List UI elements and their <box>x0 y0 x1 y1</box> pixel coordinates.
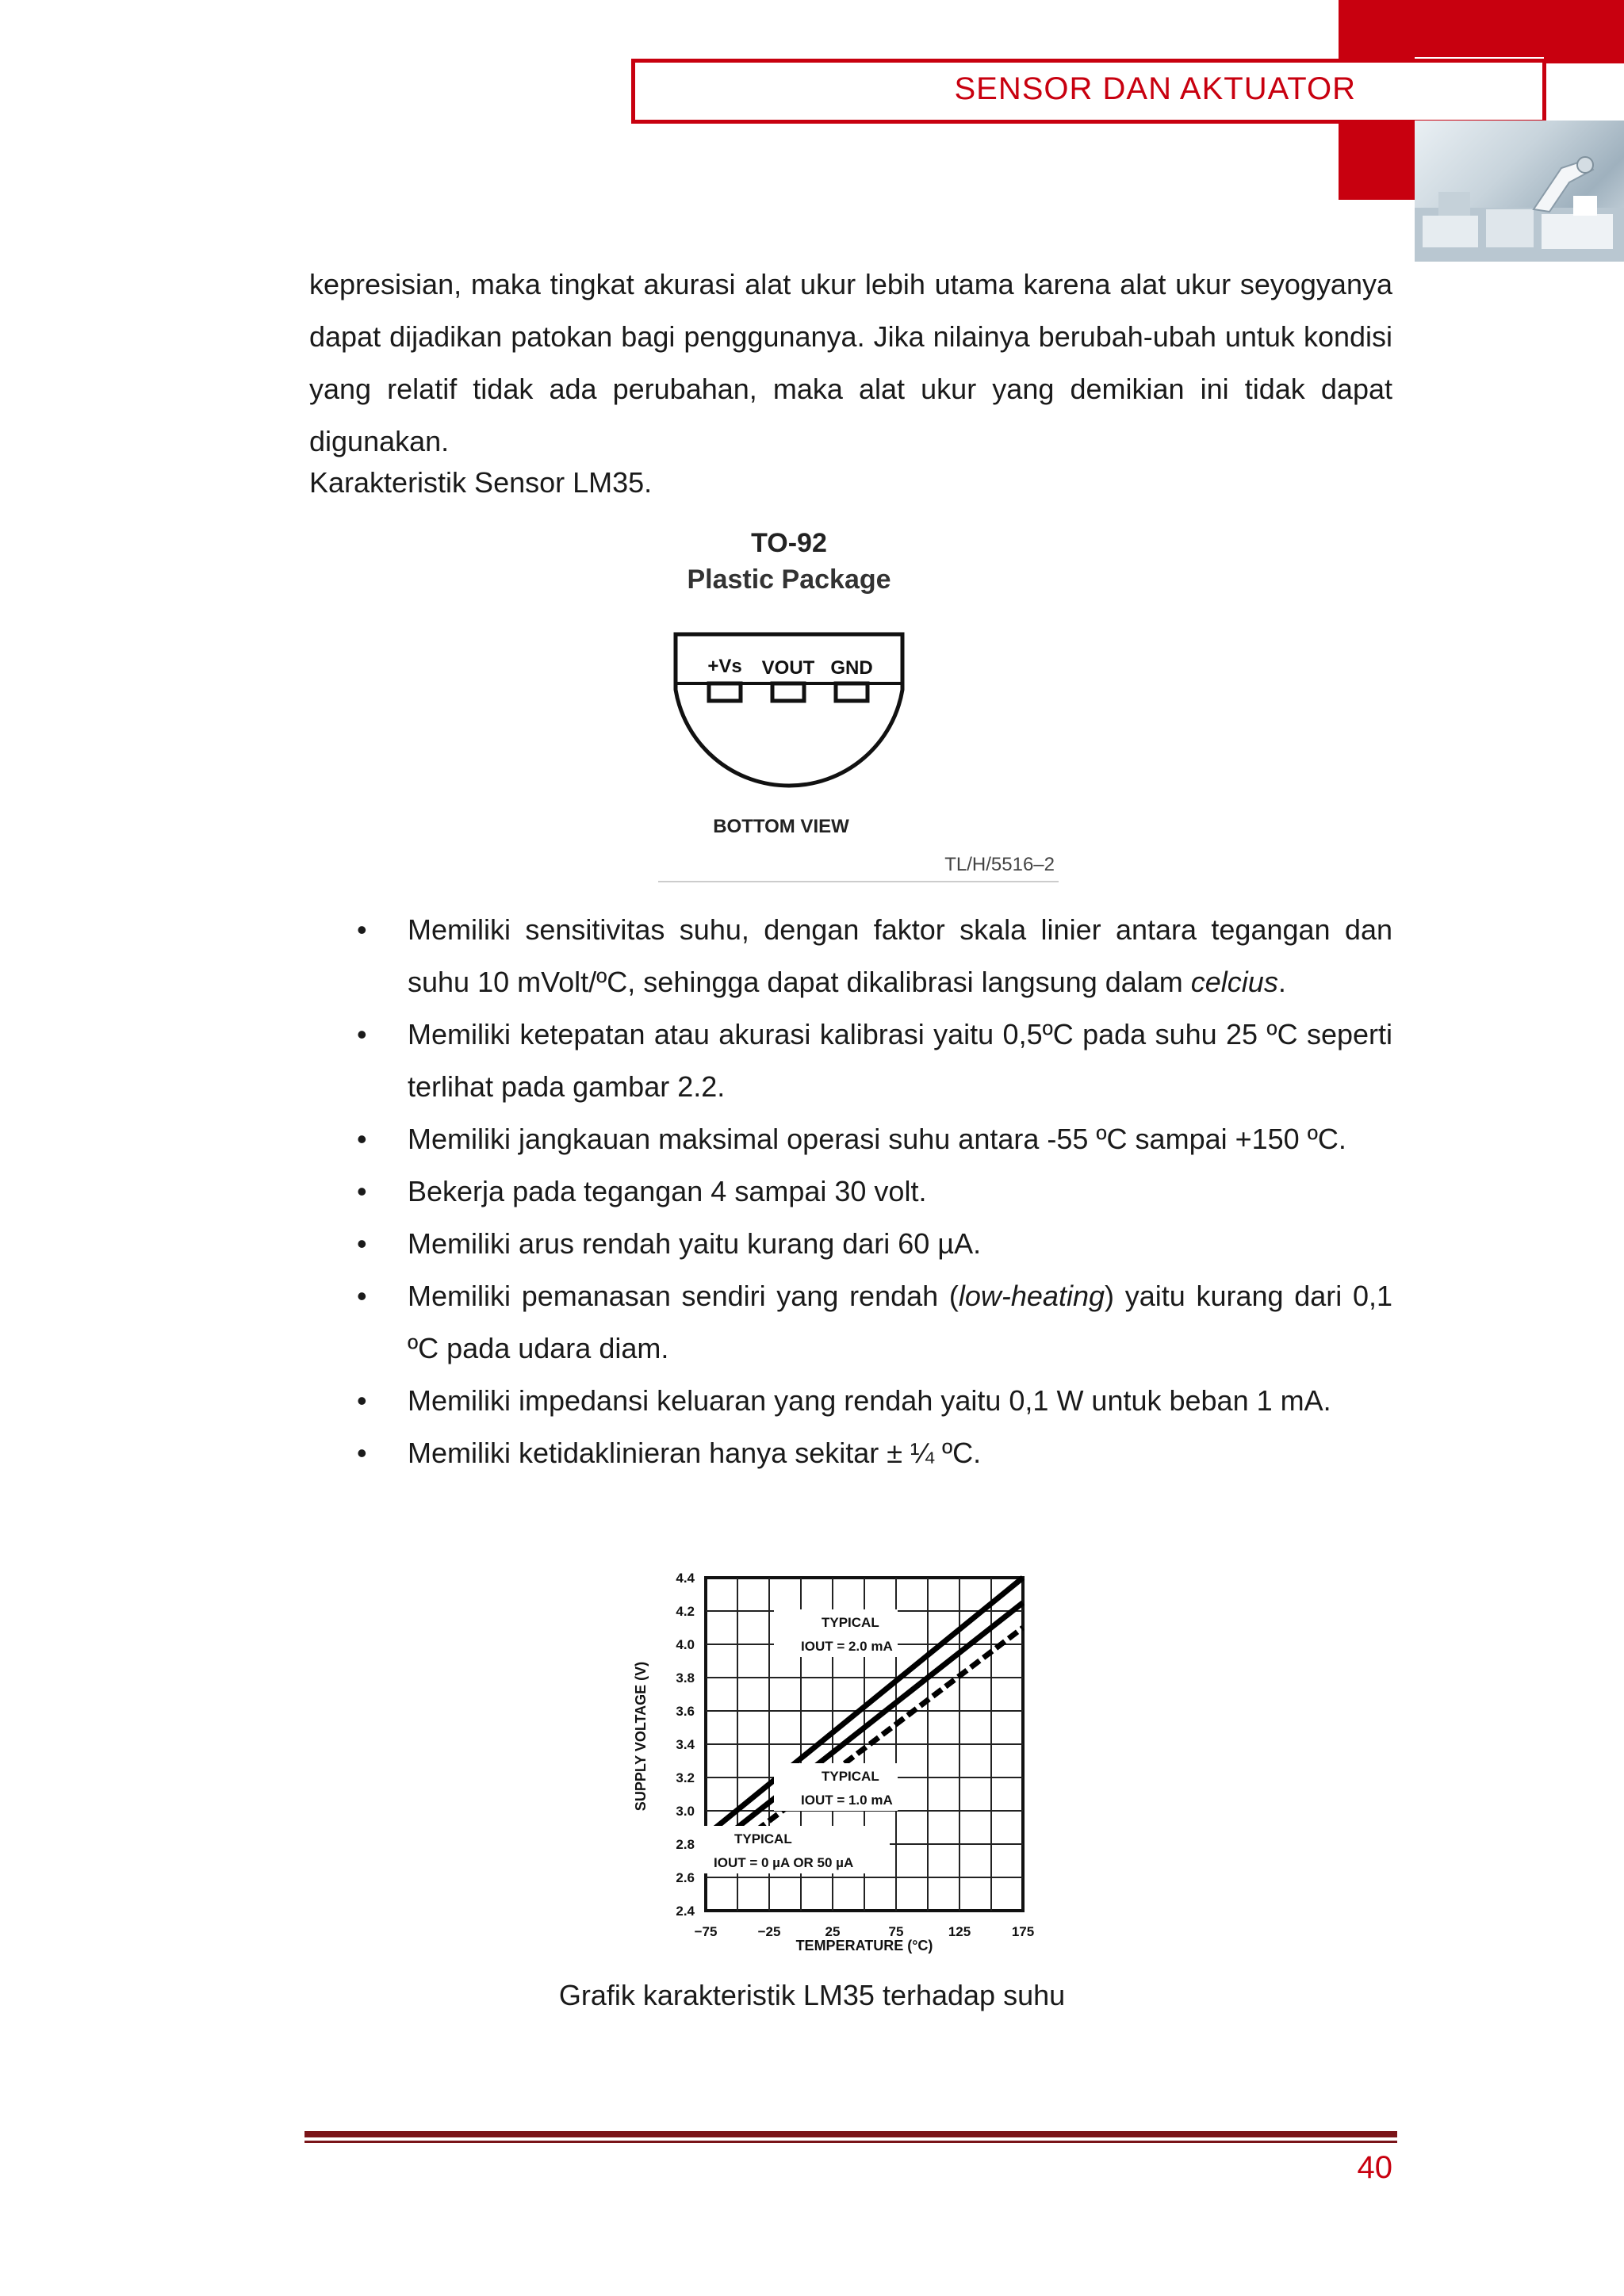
chart-y-tick-label: 3.0 <box>676 1804 695 1819</box>
chart-x-tick-label: −25 <box>757 1924 781 1939</box>
chart-y-tick-label: 2.6 <box>676 1870 695 1885</box>
to92-pin-1 <box>709 683 741 701</box>
chart-annotation-group <box>687 1609 898 1873</box>
chart-annotation-label: IOUT = 0 µA OR 50 µA <box>714 1855 854 1870</box>
chart-y-tick-label: 4.4 <box>676 1571 695 1586</box>
bullet-icon: • <box>357 1123 367 1155</box>
chart-y-tick-label: 4.2 <box>676 1604 695 1619</box>
list-item: • Memiliki impedansi keluaran yang rendah yaitu 0,1 W untuk beban 1 mA. <box>309 1375 1392 1427</box>
chart-y-tick-label: 3.2 <box>676 1770 695 1785</box>
chart-annotation-label: IOUT = 2.0 mA <box>801 1639 893 1654</box>
chart-y-tick-label: 4.0 <box>676 1637 695 1652</box>
chart-y-tick-label: 3.6 <box>676 1704 695 1719</box>
chart-x-tick-label: 125 <box>948 1924 971 1939</box>
to92-pin2-label: VOUT <box>761 657 815 679</box>
header-photo <box>1415 121 1624 262</box>
chart-y-tick-label: 3.8 <box>676 1670 695 1686</box>
bullet-icon: • <box>357 1280 367 1312</box>
chart-x-axis-label: TEMPERATURE (°C) <box>795 1938 933 1954</box>
chart-x-tick-label: −75 <box>694 1924 718 1939</box>
to92-pin1-label: +Vs <box>707 656 742 677</box>
chart-y-tick-label: 3.4 <box>676 1737 695 1752</box>
to92-pin-2 <box>772 683 804 701</box>
bullet-icon: • <box>357 1437 367 1469</box>
footer-rule-thin <box>304 2141 1397 2143</box>
bullet-icon: • <box>357 1175 367 1207</box>
list-item: • Bekerja pada tegangan 4 sampai 30 volt. <box>309 1165 1392 1218</box>
list-item: • Memiliki ketepatan atau akurasi kalibrasi yaitu 0,5ºC pada suhu 25 ºC seperti terlihat pada gambar 2.2. <box>309 1008 1392 1113</box>
supply-voltage-chart <box>619 1554 1063 1966</box>
chart-x-tick-label: 25 <box>825 1924 841 1939</box>
header-white-tab <box>1546 63 1624 121</box>
to92-view-label: BOTTOM VIEW <box>713 816 849 837</box>
intro-paragraph: kepresisian, maka tingkat akurasi alat ukur lebih utama karena alat ukur seyogyanya dapat dijadikan patokan bagi penggunanya. Jika nilainya berubah-ubah untuk kondisi yang relatif tidak ada perubahan, maka alat ukur yang demikian ini tidak dapat digunakan. <box>309 268 1392 457</box>
bullet-icon: • <box>357 1227 367 1260</box>
to92-package-figure <box>650 523 1063 888</box>
header-red-band <box>1339 0 1624 57</box>
bullet-icon: • <box>357 1384 367 1417</box>
chart-y-tick-label: 2.4 <box>676 1904 695 1919</box>
sensor-caption: Karakteristik Sensor LM35. <box>309 466 653 499</box>
list-item: • Memiliki pemanasan sendiri yang rendah (low-heating) yaitu kurang dari 0,1 ºC pada udara diam. <box>309 1270 1392 1375</box>
to92-title-line2: Plastic Package <box>687 564 891 595</box>
to92-title-line1: TO-92 <box>751 528 827 558</box>
chart-x-tick-label: 175 <box>1011 1924 1035 1939</box>
bullet-icon: • <box>357 1018 367 1050</box>
industrial-robot-photo <box>1415 121 1624 262</box>
chart-annotation-title: TYPICAL <box>734 1831 792 1846</box>
chart-y-axis-label: SUPPLY VOLTAGE (V) <box>633 1661 649 1812</box>
list-item: • Memiliki arus rendah yaitu kurang dari 60 µA. <box>309 1218 1392 1270</box>
chart-annotation-title: TYPICAL <box>822 1615 879 1630</box>
to92-pin-3 <box>836 683 868 701</box>
chart-y-tick-label: 2.8 <box>676 1837 695 1852</box>
page-number: 40 <box>1357 2150 1392 2185</box>
feature-list <box>309 904 1392 1479</box>
chart-annotation-label: IOUT = 1.0 mA <box>801 1793 893 1808</box>
chart-x-tick-label: 75 <box>888 1924 904 1939</box>
list-item: • Memiliki jangkauan maksimal operasi suhu antara -55 ºC sampai +150 ºC. <box>309 1113 1392 1165</box>
footer-rule-thick <box>304 2131 1397 2137</box>
to92-pin3-label: GND <box>830 657 873 679</box>
bullet-icon: • <box>357 913 367 946</box>
list-item: • Memiliki ketidaklinieran hanya sekitar ± ¼ ºC. <box>309 1427 1392 1479</box>
chart-caption: Grafik karakteristik LM35 terhadap suhu <box>558 1979 1066 2011</box>
header-title: SENSOR DAN AKTUATOR <box>954 71 1356 106</box>
chart-annotation-title: TYPICAL <box>822 1769 879 1784</box>
to92-ref-code: TL/H/5516–2 <box>944 854 1055 875</box>
list-item: • Memiliki sensitivitas suhu, dengan faktor skala linier antara tegangan dan suhu 10 mVolt/ºC, sehingga dapat dikalibrasi langsung dalam celcius. <box>309 904 1392 1008</box>
